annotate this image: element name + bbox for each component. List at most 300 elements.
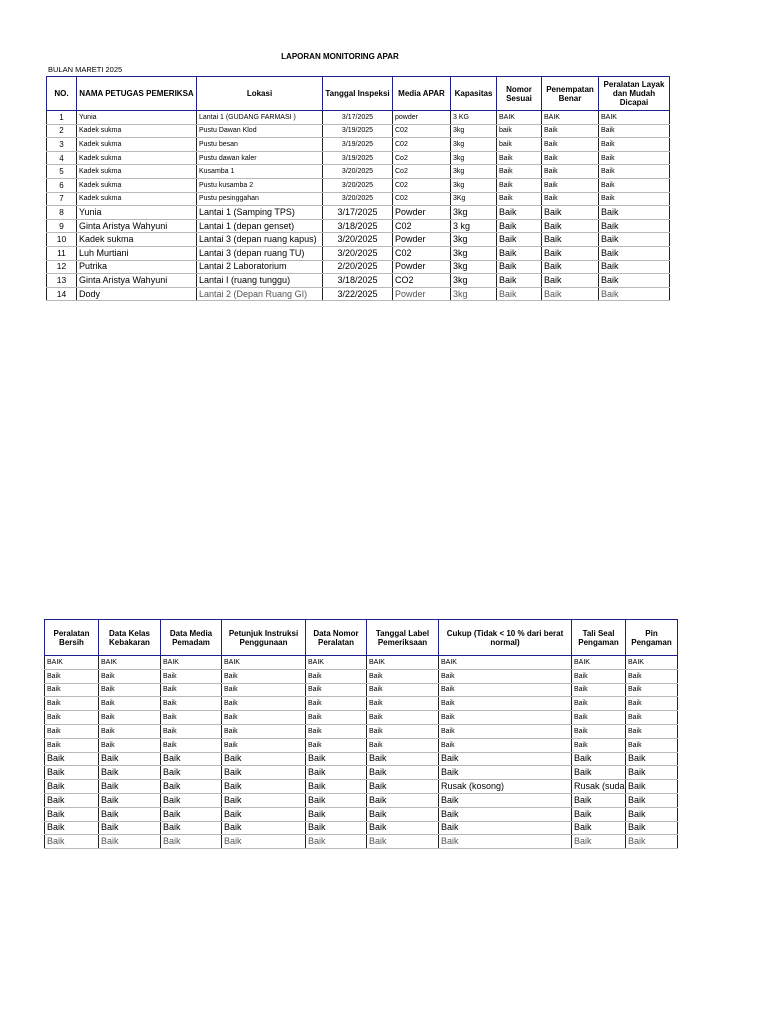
table-cell: Baik — [306, 683, 367, 697]
condition-header-cell: Data Kelas Kebakaran — [99, 620, 161, 656]
table-cell: Lantai 2 (Depan Ruang GI) — [197, 287, 323, 301]
table-cell: Baik — [161, 752, 222, 766]
table-cell: Baik — [222, 807, 306, 821]
table-cell: Lantai 3 (depan ruang kapus) — [197, 233, 323, 247]
table-cell: Baik — [99, 724, 161, 738]
table-cell: Baik — [497, 165, 542, 179]
table-cell: CO2 — [393, 274, 451, 288]
table-cell: Baik — [367, 780, 439, 794]
table-cell: Baik — [599, 274, 670, 288]
table-cell: Lantai I (ruang tunggu) — [197, 274, 323, 288]
table-cell: BAIK — [572, 656, 626, 670]
table-row — [47, 165, 670, 179]
table-cell: Baik — [497, 287, 542, 301]
table-cell: C02 — [393, 219, 451, 233]
inspection-header-cell: Lokasi — [197, 77, 323, 111]
inspection-table-body — [47, 111, 670, 301]
table-cell: Baik — [222, 780, 306, 794]
table-cell: Baik — [161, 711, 222, 725]
table-cell: Baik — [572, 835, 626, 849]
table-cell: Baik — [626, 697, 678, 711]
table-cell: Baik — [367, 766, 439, 780]
table-cell: Yunia — [77, 111, 197, 125]
inspection-header-cell: NO. — [47, 77, 77, 111]
table-cell: BAIK — [222, 656, 306, 670]
table-cell: 3/20/2025 — [323, 165, 393, 179]
table-cell: Baik — [45, 683, 99, 697]
table-cell: Baik — [599, 246, 670, 260]
table-cell: C02 — [393, 178, 451, 192]
table-cell: Powder — [393, 260, 451, 274]
table-cell: Baik — [222, 683, 306, 697]
table-cell: C02 — [393, 192, 451, 206]
table-cell: Baik — [367, 738, 439, 752]
table-cell: Baik — [497, 219, 542, 233]
table-cell: Baik — [626, 807, 678, 821]
table-cell: Baik — [599, 178, 670, 192]
table-cell: Baik — [497, 178, 542, 192]
table-cell: 3/20/2025 — [323, 178, 393, 192]
table-cell: Baik — [626, 821, 678, 835]
table-cell: Baik — [306, 724, 367, 738]
inspection-header-cell: Tanggal Inspeksi — [323, 77, 393, 111]
report-subtitle: BULAN MARETI 2025 — [48, 65, 123, 74]
table-row — [45, 738, 678, 752]
table-row — [45, 724, 678, 738]
table-cell: Baik — [626, 793, 678, 807]
table-cell: BAIK — [306, 656, 367, 670]
table-cell: Kusamba 1 — [197, 165, 323, 179]
table-cell: 10 — [47, 233, 77, 247]
table-cell: 3/19/2025 — [323, 124, 393, 138]
table-cell: 3kg — [451, 206, 497, 220]
table-cell: Baik — [161, 793, 222, 807]
table-cell: 2 — [47, 124, 77, 138]
table-cell: Baik — [542, 138, 599, 152]
table-cell: Baik — [626, 738, 678, 752]
table-cell: Baik — [222, 752, 306, 766]
table-cell: Dody — [77, 287, 197, 301]
table-cell: 6 — [47, 178, 77, 192]
table-cell: 3/19/2025 — [323, 138, 393, 152]
table-cell: 3 — [47, 138, 77, 152]
table-cell: Baik — [306, 835, 367, 849]
table-cell: Baik — [542, 219, 599, 233]
condition-header-cell: Tanggal Label Pemeriksaan — [367, 620, 439, 656]
table-row — [45, 752, 678, 766]
table-cell: Baik — [45, 807, 99, 821]
table-row — [45, 766, 678, 780]
table-cell: Baik — [45, 711, 99, 725]
table-cell: Baik — [45, 724, 99, 738]
table-cell: 1 — [47, 111, 77, 125]
table-cell: Baik — [497, 151, 542, 165]
table-cell: Baik — [439, 697, 572, 711]
table-cell: Baik — [599, 260, 670, 274]
table-cell: 3/20/2025 — [323, 246, 393, 260]
table-cell: Baik — [626, 766, 678, 780]
table-cell: Baik — [222, 738, 306, 752]
table-cell: Baik — [572, 724, 626, 738]
table-cell: Pustu pesinggahan — [197, 192, 323, 206]
table-cell: Baik — [542, 233, 599, 247]
report-title — [0, 52, 676, 61]
inspection-table — [46, 76, 670, 301]
table-cell: Baik — [306, 752, 367, 766]
condition-header-cell: Petunjuk Instruksi Penggunaan — [222, 620, 306, 656]
table-cell: Baik — [367, 835, 439, 849]
table-cell: Baik — [161, 724, 222, 738]
table-cell: 3kg — [451, 178, 497, 192]
condition-header-cell: Pin Pengaman — [626, 620, 678, 656]
table-cell: Baik — [599, 192, 670, 206]
table-cell: Baik — [99, 711, 161, 725]
table-cell: 8 — [47, 206, 77, 220]
table-cell: BAIK — [542, 111, 599, 125]
table-row — [45, 711, 678, 725]
table-cell: powder — [393, 111, 451, 125]
table-cell: Baik — [222, 793, 306, 807]
table-row — [45, 683, 678, 697]
table-cell: 3kg — [451, 246, 497, 260]
table-cell: Baik — [306, 711, 367, 725]
table-cell: Ginta Aristya Wahyuni — [77, 219, 197, 233]
table-cell: 5 — [47, 165, 77, 179]
table-row — [47, 124, 670, 138]
table-cell: 9 — [47, 219, 77, 233]
table-cell: Baik — [542, 124, 599, 138]
table-cell: Baik — [572, 793, 626, 807]
table-cell: BAIK — [161, 656, 222, 670]
table-cell: Baik — [99, 821, 161, 835]
table-cell: Yunia — [77, 206, 197, 220]
table-cell: Baik — [497, 274, 542, 288]
table-cell: 3/20/2025 — [323, 192, 393, 206]
table-row — [47, 192, 670, 206]
table-cell: Baik — [99, 697, 161, 711]
table-cell: Powder — [393, 233, 451, 247]
table-cell: Baik — [161, 738, 222, 752]
table-cell: Baik — [599, 124, 670, 138]
table-cell: 3 KG — [451, 111, 497, 125]
table-cell: Co2 — [393, 151, 451, 165]
table-cell: C02 — [393, 124, 451, 138]
table-cell: Baik — [161, 780, 222, 794]
table-cell: Putrika — [77, 260, 197, 274]
table-cell: Baik — [542, 274, 599, 288]
table-row — [47, 233, 670, 247]
table-cell: Co2 — [393, 165, 451, 179]
table-cell: Baik — [222, 669, 306, 683]
table-cell: Kadek sukma — [77, 124, 197, 138]
table-cell: Lantai 1 (GUDANG FARMASI ) — [197, 111, 323, 125]
table-cell: Powder — [393, 287, 451, 301]
table-cell: Pustu dawan kaler — [197, 151, 323, 165]
table-cell: Baik — [572, 711, 626, 725]
table-cell: Baik — [306, 793, 367, 807]
condition-header-cell: Data Nomor Peralatan — [306, 620, 367, 656]
table-cell: BAIK — [626, 656, 678, 670]
table-row — [45, 793, 678, 807]
table-cell: Baik — [626, 752, 678, 766]
table-row — [47, 287, 670, 301]
table-row — [47, 219, 670, 233]
table-cell: BAIK — [439, 656, 572, 670]
table-cell: 11 — [47, 246, 77, 260]
table-cell: Baik — [45, 793, 99, 807]
table-cell: Baik — [99, 807, 161, 821]
inspection-header-cell: Penempatan Benar — [542, 77, 599, 111]
table-row — [45, 656, 678, 670]
table-cell: 3/18/2025 — [323, 274, 393, 288]
table-cell: Baik — [306, 780, 367, 794]
table-cell: Baik — [542, 178, 599, 192]
table-cell: Baik — [367, 711, 439, 725]
table-cell: Baik — [626, 683, 678, 697]
table-cell: Pustu Dawan Klod — [197, 124, 323, 138]
table-cell: BAIK — [45, 656, 99, 670]
table-cell: Baik — [439, 683, 572, 697]
table-cell: 12 — [47, 260, 77, 274]
table-cell: 3kg — [451, 260, 497, 274]
table-cell: Baik — [306, 669, 367, 683]
table-cell: 3Kg — [451, 192, 497, 206]
table-cell: Baik — [497, 246, 542, 260]
table-cell: Baik — [161, 766, 222, 780]
table-cell: Lantai 2 Laboratorium — [197, 260, 323, 274]
table-cell: 3/17/2025 — [323, 111, 393, 125]
table-cell: Baik — [572, 766, 626, 780]
table-cell: Baik — [599, 151, 670, 165]
table-cell: Baik — [626, 669, 678, 683]
table-cell: Baik — [161, 807, 222, 821]
table-cell: Rusak (suda — [572, 780, 626, 794]
table-row — [45, 807, 678, 821]
table-cell: Kadek sukma — [77, 151, 197, 165]
table-row — [47, 111, 670, 125]
table-cell: Baik — [572, 697, 626, 711]
table-row — [45, 780, 678, 794]
table-cell: Baik — [626, 711, 678, 725]
table-cell: 3kg — [451, 274, 497, 288]
table-cell: Baik — [222, 724, 306, 738]
table-cell: Baik — [439, 738, 572, 752]
table-cell: C02 — [393, 246, 451, 260]
table-row — [47, 206, 670, 220]
condition-table-body — [45, 656, 678, 849]
table-cell: Baik — [542, 260, 599, 274]
table-cell: Baik — [161, 697, 222, 711]
condition-header-cell: Tali Seal Pengaman — [572, 620, 626, 656]
table-cell: Lantai 1 (Samping TPS) — [197, 206, 323, 220]
table-cell: BAIK — [599, 111, 670, 125]
table-cell: Baik — [222, 766, 306, 780]
table-cell: 2/20/2025 — [323, 260, 393, 274]
table-cell: Baik — [222, 697, 306, 711]
table-cell: Baik — [542, 206, 599, 220]
table-cell: Baik — [599, 219, 670, 233]
inspection-table-header — [47, 77, 670, 111]
table-cell: Baik — [161, 683, 222, 697]
table-cell: Baik — [497, 260, 542, 274]
table-cell: Baik — [45, 821, 99, 835]
table-cell: Baik — [542, 192, 599, 206]
table-cell: Kadek sukma — [77, 138, 197, 152]
table-cell: Baik — [99, 793, 161, 807]
table-cell: 3kg — [451, 138, 497, 152]
table-row — [47, 274, 670, 288]
table-cell: 3 kg — [451, 219, 497, 233]
table-cell: 3kg — [451, 151, 497, 165]
table-cell: Baik — [306, 807, 367, 821]
condition-header-cell: Data Media Pemadam — [161, 620, 222, 656]
inspection-header-cell: Kapasitas — [451, 77, 497, 111]
table-cell: Baik — [439, 821, 572, 835]
table-row — [45, 821, 678, 835]
table-cell: C02 — [393, 138, 451, 152]
table-cell: Baik — [599, 233, 670, 247]
table-cell: Baik — [367, 669, 439, 683]
condition-table-header — [45, 620, 678, 656]
table-cell: BAIK — [497, 111, 542, 125]
table-cell: Kadek sukma — [77, 165, 197, 179]
table-cell: Baik — [439, 711, 572, 725]
table-cell: 3/22/2025 — [323, 287, 393, 301]
inspection-header-cell: Nomor Sesuai — [497, 77, 542, 111]
table-cell: Baik — [99, 835, 161, 849]
table-row — [47, 138, 670, 152]
table-cell: 3/19/2025 — [323, 151, 393, 165]
table-cell: Baik — [306, 821, 367, 835]
table-cell: Baik — [306, 766, 367, 780]
table-cell: Ginta Aristya Wahyuni — [77, 274, 197, 288]
table-cell: Baik — [306, 738, 367, 752]
table-cell: Baik — [626, 835, 678, 849]
table-cell: Baik — [626, 780, 678, 794]
condition-table — [44, 619, 678, 849]
table-cell: BAIK — [367, 656, 439, 670]
table-cell: 3kg — [451, 233, 497, 247]
table-cell: Baik — [439, 766, 572, 780]
table-cell: Lantai 3 (depan ruang TU) — [197, 246, 323, 260]
table-cell: Baik — [542, 165, 599, 179]
table-cell: Baik — [367, 793, 439, 807]
table-cell: 3kg — [451, 165, 497, 179]
table-row — [45, 669, 678, 683]
table-cell: Rusak (kosong) — [439, 780, 572, 794]
table-cell: Baik — [99, 752, 161, 766]
table-cell: 7 — [47, 192, 77, 206]
table-cell: Baik — [599, 138, 670, 152]
table-cell: 3kg — [451, 287, 497, 301]
table-cell: Baik — [45, 697, 99, 711]
condition-header-cell: Cukup (Tidak < 10 % dari berat normal) — [439, 620, 572, 656]
table-cell: Kadek sukma — [77, 192, 197, 206]
table-cell: Baik — [161, 821, 222, 835]
table-cell: Baik — [222, 711, 306, 725]
table-row — [47, 151, 670, 165]
table-cell: Baik — [439, 724, 572, 738]
table-cell: Powder — [393, 206, 451, 220]
table-cell: Baik — [222, 835, 306, 849]
table-cell: Baik — [45, 738, 99, 752]
table-cell: Pustu besan — [197, 138, 323, 152]
table-cell: Baik — [367, 697, 439, 711]
table-cell: Baik — [572, 807, 626, 821]
table-cell: Baik — [599, 206, 670, 220]
table-cell: Baik — [45, 669, 99, 683]
table-cell: Baik — [45, 766, 99, 780]
table-cell: Baik — [497, 206, 542, 220]
table-cell: Baik — [599, 165, 670, 179]
table-row — [47, 246, 670, 260]
inspection-header-cell: Media APAR — [393, 77, 451, 111]
table-row — [47, 178, 670, 192]
table-cell: Baik — [599, 287, 670, 301]
table-cell: Baik — [439, 752, 572, 766]
table-cell: 4 — [47, 151, 77, 165]
table-cell: Baik — [367, 821, 439, 835]
table-cell: Baik — [45, 780, 99, 794]
table-cell: Baik — [161, 835, 222, 849]
table-cell: Baik — [306, 697, 367, 711]
table-cell: Baik — [161, 669, 222, 683]
table-cell: Baik — [367, 724, 439, 738]
table-cell: Baik — [439, 835, 572, 849]
table-cell: Baik — [497, 192, 542, 206]
table-row — [45, 697, 678, 711]
table-row — [45, 835, 678, 849]
table-cell: Baik — [542, 246, 599, 260]
table-cell: Baik — [99, 669, 161, 683]
table-row — [47, 260, 670, 274]
table-cell: Kadek sukma — [77, 233, 197, 247]
table-cell: 3/18/2025 — [323, 219, 393, 233]
table-cell: Baik — [572, 669, 626, 683]
table-cell: 3kg — [451, 124, 497, 138]
table-cell: Baik — [497, 233, 542, 247]
table-cell: Baik — [45, 835, 99, 849]
table-cell: Baik — [572, 683, 626, 697]
table-cell: Baik — [99, 766, 161, 780]
table-cell: Baik — [626, 724, 678, 738]
table-cell: BAIK — [99, 656, 161, 670]
table-cell: 3/17/2025 — [323, 206, 393, 220]
table-cell: Baik — [99, 738, 161, 752]
table-cell: Baik — [542, 287, 599, 301]
table-cell: Baik — [222, 821, 306, 835]
table-cell: Kadek sukma — [77, 178, 197, 192]
table-cell: Baik — [572, 738, 626, 752]
report-title-text: LAPORAN MONITORING APAR — [281, 52, 399, 61]
inspection-header-cell: NAMA PETUGAS PEMERIKSA — [77, 77, 197, 111]
table-cell: Lantai 1 (depan genset) — [197, 219, 323, 233]
table-cell: Pustu kusamba 2 — [197, 178, 323, 192]
table-cell: Baik — [99, 683, 161, 697]
table-cell: Baik — [572, 752, 626, 766]
inspection-header-cell: Peralatan Layak dan Mudah Dicapai — [599, 77, 670, 111]
table-cell: Baik — [439, 807, 572, 821]
table-cell: Baik — [99, 780, 161, 794]
table-cell: Baik — [439, 669, 572, 683]
table-cell: Baik — [439, 793, 572, 807]
table-cell: Baik — [367, 752, 439, 766]
condition-header-cell: Peralatan Bersih — [45, 620, 99, 656]
table-cell: baik — [497, 124, 542, 138]
table-cell: 14 — [47, 287, 77, 301]
table-cell: Baik — [367, 807, 439, 821]
table-cell: 3/20/2025 — [323, 233, 393, 247]
